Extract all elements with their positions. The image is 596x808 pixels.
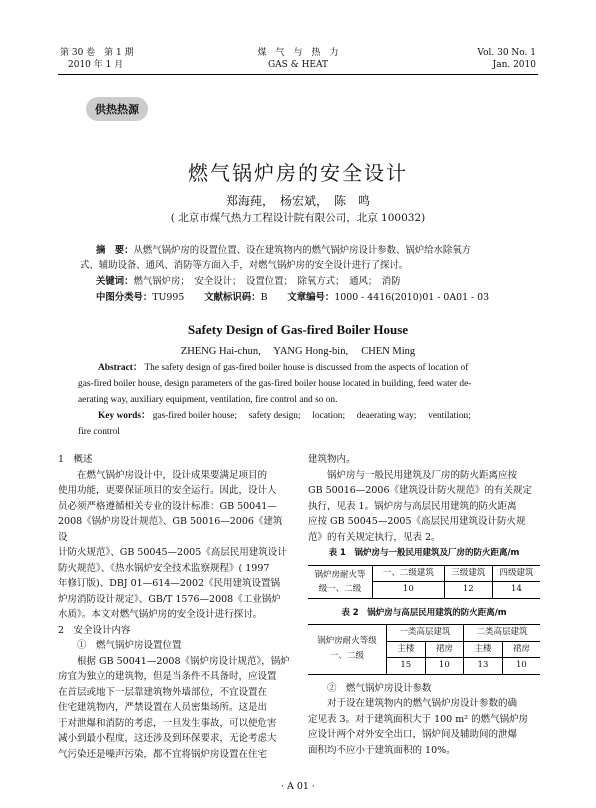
english-abstract-line1: [98, 361, 538, 376]
section-1-line: 炉房消防设计规定》、GB/T 1576—2008《工业锅炉: [58, 593, 281, 605]
table-1-cell: 12: [444, 582, 492, 599]
right-column-line: 范》的有关规定执行，见表 2。: [308, 531, 441, 543]
english-title: Safety Design of Gas-fired Boiler House: [187, 322, 409, 337]
table-1-header: 四级建筑: [492, 565, 540, 582]
section-1-heading: 1 概述: [58, 454, 93, 465]
right-column: [308, 452, 540, 758]
table-2-row-label: [308, 625, 387, 675]
section-2-heading: 2 安全设计内容: [58, 624, 131, 636]
table-2-caption: 表 2 锅炉房与高层民用建筑的防火距离/m: [341, 607, 507, 618]
section-1-line: 员必须严格遵循相关专业的设计标准：GB 50041—: [58, 500, 277, 512]
right-column-line: 执行，见表 1。锅炉房与高层民用建筑的防火距离: [308, 500, 517, 512]
keywords-cn-text: 燃气锅炉房； 安全设计； 设置位置； 除氧方式； 通风； 消防: [133, 276, 401, 287]
header-rule: [58, 74, 538, 75]
right-column-line: 锅炉房与一般民用建筑及厂房的防火距离应按: [327, 469, 518, 481]
doc-code-value: B: [260, 292, 268, 303]
affiliation: ( 北京市煤气热力工程设计院有限公司，北京 100032): [170, 212, 426, 224]
table-1-header: 一、二级建筑: [373, 565, 445, 582]
section-2-line: 在首层或地下一层靠建筑物外墙部位，不宜设置在: [58, 686, 268, 698]
clc-label: 中图分类号：: [96, 292, 153, 303]
section-1-line: 使用功能，更要保证项目的安全运行。因此，设计人: [58, 485, 277, 496]
table-2-row-label-line2: 一、二级: [329, 651, 364, 662]
table-2-subheader: 主楼: [387, 641, 426, 658]
journal-name-cn: 煤 气 与 热 力: [257, 48, 339, 58]
subsection-2-2-heading: ② 燃气锅炉房设计参数: [327, 682, 432, 694]
table-2-group-header: 一类高层建筑: [387, 625, 464, 642]
clc-value: TU995: [152, 292, 185, 303]
table-2-cell: 13: [464, 658, 503, 675]
section-1-line: 2008《锅炉房设计规范》、GB 50016—2006《建筑设: [58, 516, 283, 543]
english-keywords-line1: [98, 409, 548, 424]
english-authors: ZHENG Hai-chun, YANG Hong-bin, CHEN Ming: [180, 346, 416, 357]
keywords-cn: [96, 274, 401, 289]
table-2-subheader: 裙房: [502, 641, 540, 658]
right-column-line: 定见表 3。对于建筑面积大于 100 m² 的燃气锅炉房: [308, 713, 529, 725]
english-abstract-line2: gas-fired boiler house, design parameters of the gas-fired boiler house located in building, feed water de-: [78, 379, 472, 389]
abstract-cn-label: 摘 要：: [96, 245, 134, 256]
section-2-line: 住宅建筑物内，严禁设置在人员密集场所。这是出: [58, 702, 268, 713]
journal-date: 2010 年 1 月: [68, 60, 124, 70]
english-abstract-text: The safety design of gas-fired boiler house is discussed from the aspects of location of: [144, 363, 469, 373]
section-2-line: 房宜为独立的建筑物，但是当条件不具备时，应设置: [58, 671, 277, 682]
section-2-line: 根据 GB 50041—2008《锅炉房设计规范》，锅炉: [77, 655, 290, 667]
section-1-line: 在燃气锅炉房设计中，设计成果要满足项目的: [77, 469, 268, 481]
section-2-line: 于对泄爆和消防的考虑，一旦发生事故，可以使危害: [58, 717, 277, 729]
english-keywords-text: gas-fired boiler house; safety design; location; deaerating way; ventilation;: [152, 411, 471, 421]
table-2: [308, 624, 540, 675]
authors: 郑海莼， 杨宏斌， 陈 鸣: [225, 194, 370, 208]
table-1-cell: 10: [373, 582, 445, 599]
paper-title: 燃气锅炉房的安全设计: [188, 161, 408, 185]
right-column-line: 建筑物内。: [308, 454, 356, 465]
keywords-cn-label: 关键词：: [96, 276, 134, 287]
table-1-row-label: [308, 565, 373, 598]
table-2-row-label-line1: 锅炉房耐火等级: [317, 636, 377, 647]
journal-volume-en: Vol. 30 No. 1: [477, 48, 536, 58]
section-1-line: 防火规范》、《热水锅炉安全技术监察规程》( 1997: [58, 562, 270, 574]
section-badge: 供热热源: [86, 97, 148, 121]
section-1-line: 水质》。本文对燃气锅炉房的安全设计进行探讨。: [58, 609, 263, 620]
journal-volume: 第 30 卷 第 1 期: [60, 48, 134, 58]
section-1-line: 计防火规范》、GB 50045—2005《高层民用建筑设计: [58, 547, 287, 558]
doc-code-label: 文献标识码：: [204, 292, 261, 303]
journal-date-en: Jan. 2010: [492, 60, 536, 70]
table-2-cell: 10: [425, 658, 464, 675]
table-2-group-header: 二类高层建筑: [464, 625, 540, 642]
english-abstract-label: Abstract：: [98, 363, 143, 373]
left-column: [58, 452, 290, 762]
right-column-line: 面积均不应小于建筑面积的 10%。: [308, 744, 456, 756]
english-keywords-line2: fire control: [78, 427, 120, 437]
article-no-label: 文章编号：: [287, 292, 335, 303]
table-1-row-label-line2: 级一、二级: [318, 583, 362, 594]
abstract-cn: [96, 243, 536, 258]
abstract-cn-line2: 式、辅助设备、通风、消防等方面入手，对燃气锅炉房的安全设计进行了探讨。: [80, 260, 409, 271]
right-column-line: 应按 GB 50045—2005《高层民用建筑设计防火规: [308, 516, 526, 527]
abstract-cn-text: 从燃气锅炉房的设置位置、设在建筑物内的燃气锅炉房设计参数、锅炉给水除氧方: [133, 245, 472, 256]
classification: [96, 290, 489, 305]
english-abstract-line3: aerating way, auxiliary equipment, ventilation, fire control and so on.: [78, 395, 338, 405]
table-1: [308, 565, 540, 599]
section-2-line: 减小到最小程度，这还涉及到环保要求，无论考虑大: [58, 733, 277, 744]
subsection-2-1-heading: ① 燃气锅炉房设置位置: [77, 640, 182, 651]
section-1-line: 年修订版)、DBJ 01—614—2002《民用建筑设置锅: [58, 578, 281, 589]
right-column-line: 应设计两个对外安全出口，锅炉间及辅助间的泄爆: [308, 729, 518, 740]
journal-name-en: GAS & HEAT: [267, 60, 329, 70]
table-1-cell: 14: [511, 584, 522, 594]
english-keywords-label: Key words：: [98, 411, 151, 421]
right-column-line: 对于设在建筑物内的燃气锅炉房设计参数的确: [327, 698, 518, 709]
right-column-line: GB 50016—2006《建筑设计防火规范》的有关规定: [308, 485, 532, 496]
table-2-cell: 15: [387, 658, 426, 675]
table-2-subheader: 裙房: [425, 641, 464, 658]
table-1-caption: 表 1 锅炉房与一般民用建筑及厂房的防火距离/m: [328, 548, 520, 558]
table-2-subheader: 主楼: [464, 641, 503, 658]
page-number: · A 01 ·: [280, 781, 316, 792]
section-2-line: 气污染还是噪声污染，都不宜将锅炉房设置在住宅: [58, 748, 268, 760]
table-1-row-label-line1: 锅炉房耐火等: [314, 569, 366, 580]
table-1-header: 三级建筑: [444, 565, 492, 582]
article-no-value: 1000 - 4416(2010)01 - 0A01 - 03: [334, 292, 490, 303]
table-2-cell: 10: [515, 660, 527, 670]
